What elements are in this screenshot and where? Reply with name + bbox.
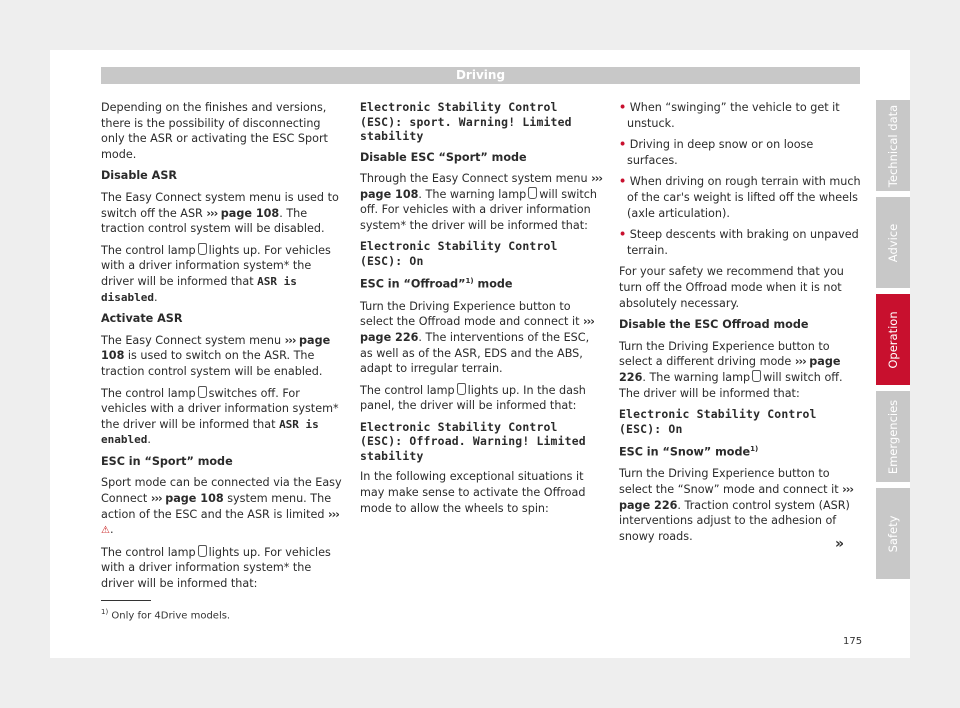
page-link[interactable]: page 108 [101, 333, 331, 363]
heading-esc-sport: ESC in “Sport” mode [101, 454, 233, 468]
paragraph: Sport mode can be connected via the Easy Connect ››› page 108 system menu. The action of the ESC and the ASR is limited ››› ⚠. [101, 476, 342, 537]
ref-arrow-icon: ››› [150, 492, 162, 506]
esc-lamp-icon [752, 370, 761, 382]
bullet-icon: • [619, 101, 627, 114]
ref-arrow-icon: ››› [583, 315, 594, 329]
page-number: 175 [843, 636, 863, 647]
heading-esc-snow: ESC in “Snow” mode$^{1)}$ [619, 445, 759, 459]
text-column-3 [619, 100, 861, 550]
ref-arrow-icon: ››› [284, 333, 296, 347]
heading-disable-sport: Disable ESC “Sport” mode [360, 150, 527, 164]
paragraph: The control lamp lights up. For vehicles with a driver information system* the driver will be informed that: [101, 545, 331, 591]
footnote: $^{1)}$ Only for 4Drive models. [101, 608, 231, 622]
list-item: • When “swinging” the vehicle to get it unstuck. [619, 101, 840, 130]
footnote-divider [101, 600, 151, 601]
bullet-icon: • [619, 228, 627, 242]
page-link[interactable]: page 226 [619, 498, 678, 512]
page-link[interactable]: page 226 [619, 355, 841, 384]
display-message: Electronic Stability Control (ESC): sport. Warning! Limited stability [360, 100, 572, 143]
page-link[interactable]: page 226 [360, 330, 419, 344]
display-message: Electronic Stability Control (ESC): On [360, 239, 558, 268]
ref-arrow-icon: ››› [591, 172, 602, 186]
tab-advice[interactable]: Advice [876, 197, 910, 288]
bullet-icon: • [619, 175, 627, 189]
esc-lamp-icon [528, 187, 537, 199]
esc-lamp-icon [198, 545, 207, 557]
display-message: ASR is disabled [101, 274, 297, 304]
heading-esc-offroad: ESC in “Offroad”$^{1)}$ mode [360, 277, 513, 292]
paragraph: The control lamp switches off. For vehicles with a driver information system* the driver will be informed that ASR is enabled. [101, 386, 339, 447]
paragraph: The Easy Connect system menu ››› page 108 is used to switch on the ASR. The traction control system will be enabled. [101, 333, 331, 378]
tab-emergencies[interactable]: Emergencies [876, 391, 910, 482]
paragraph: The control lamp lights up. For vehicles with a driver information system* the driver will be informed that ASR is disabled. [101, 243, 331, 304]
paragraph: Through the Easy Connect system menu ››› page 108. The warning lamp will switch off. For vehicles with a driver information system* the driver will be informed that: [360, 172, 602, 232]
tab-safety[interactable]: Safety [876, 488, 910, 579]
heading-disable-offroad: Disable the ESC Offroad mode [619, 318, 809, 332]
list-item: • When driving on rough terrain with much of the car's weight is lifted off the wheels (axle articulation). [619, 175, 861, 220]
display-message: Electronic Stability Control (ESC): On [619, 407, 817, 436]
esc-lamp-icon [198, 386, 207, 398]
ref-arrow-icon: ››› [328, 507, 339, 521]
heading-activate-asr: Activate ASR [101, 312, 183, 326]
esc-lamp-icon [457, 383, 466, 395]
footnote-marker: 1) [465, 277, 474, 286]
list-item: • Driving in deep snow or on loose surfaces. [619, 138, 814, 167]
paragraph: The control lamp lights up. In the dash panel, the driver will be informed that: [360, 383, 586, 413]
paragraph: In the following exceptional situations it may make sense to activate the Offroad mode to allow the wheels to spin: [360, 470, 586, 515]
page-link[interactable]: page 108 [165, 492, 224, 506]
tab-operation[interactable]: Operation [876, 294, 910, 385]
page-link[interactable]: page 108 [220, 206, 280, 220]
side-tab-bar [876, 100, 910, 585]
esc-lamp-icon [198, 243, 207, 255]
page-link[interactable]: page 108 [360, 187, 419, 201]
list-item: • Steep descents with braking on unpaved terrain. [619, 228, 859, 257]
paragraph: The Easy Connect system menu is used to switch off the ASR ››› page 108. The traction control system will be disabled. [101, 190, 339, 236]
text-column-2 [360, 100, 602, 522]
display-message: ASR is enabled [101, 417, 319, 447]
heading-disable-asr: Disable ASR [101, 169, 177, 183]
paragraph: Depending on the finishes and versions, there is the possibility of disconnecting only the ASR or activating the ESC Sport mode. [101, 101, 328, 161]
ref-arrow-icon: ››› [206, 206, 218, 220]
paragraph: Turn the Driving Experience button to select the “Snow” mode and connect it ››› page 226. Traction control system (ASR) interventions adjust to the adhesion of snowy roads. [619, 467, 853, 543]
paragraph: Turn the Driving Experience button to select a different driving mode ››› page 226. The warning lamp will switch off. The driver will be informed that: [619, 339, 843, 400]
paragraph: For your safety we recommend that you turn off the Offroad mode when it is not absolutely necessary. [619, 265, 844, 310]
bullet-icon: • [619, 138, 627, 152]
paragraph: Turn the Driving Experience button to select the Offroad mode and connect it ››› page 226. The interventions of the ESC, as well as of the ASR, EDS and the ABS, adapt to irregular terrain. [360, 299, 594, 376]
tab-technical-data[interactable]: Technical data [876, 100, 910, 191]
ref-arrow-icon: ››› [794, 355, 806, 369]
warning-triangle-icon[interactable]: ⚠ [101, 525, 110, 537]
display-message: Electronic Stability Control (ESC): Offroad. Warning! Limited stability [360, 419, 586, 463]
ref-arrow-icon: ››› [842, 483, 853, 497]
text-column-1 [101, 100, 343, 598]
footnote-marker: 1) [750, 445, 759, 454]
page-header: Driving [101, 67, 860, 84]
continue-marker-icon: » [835, 536, 845, 552]
